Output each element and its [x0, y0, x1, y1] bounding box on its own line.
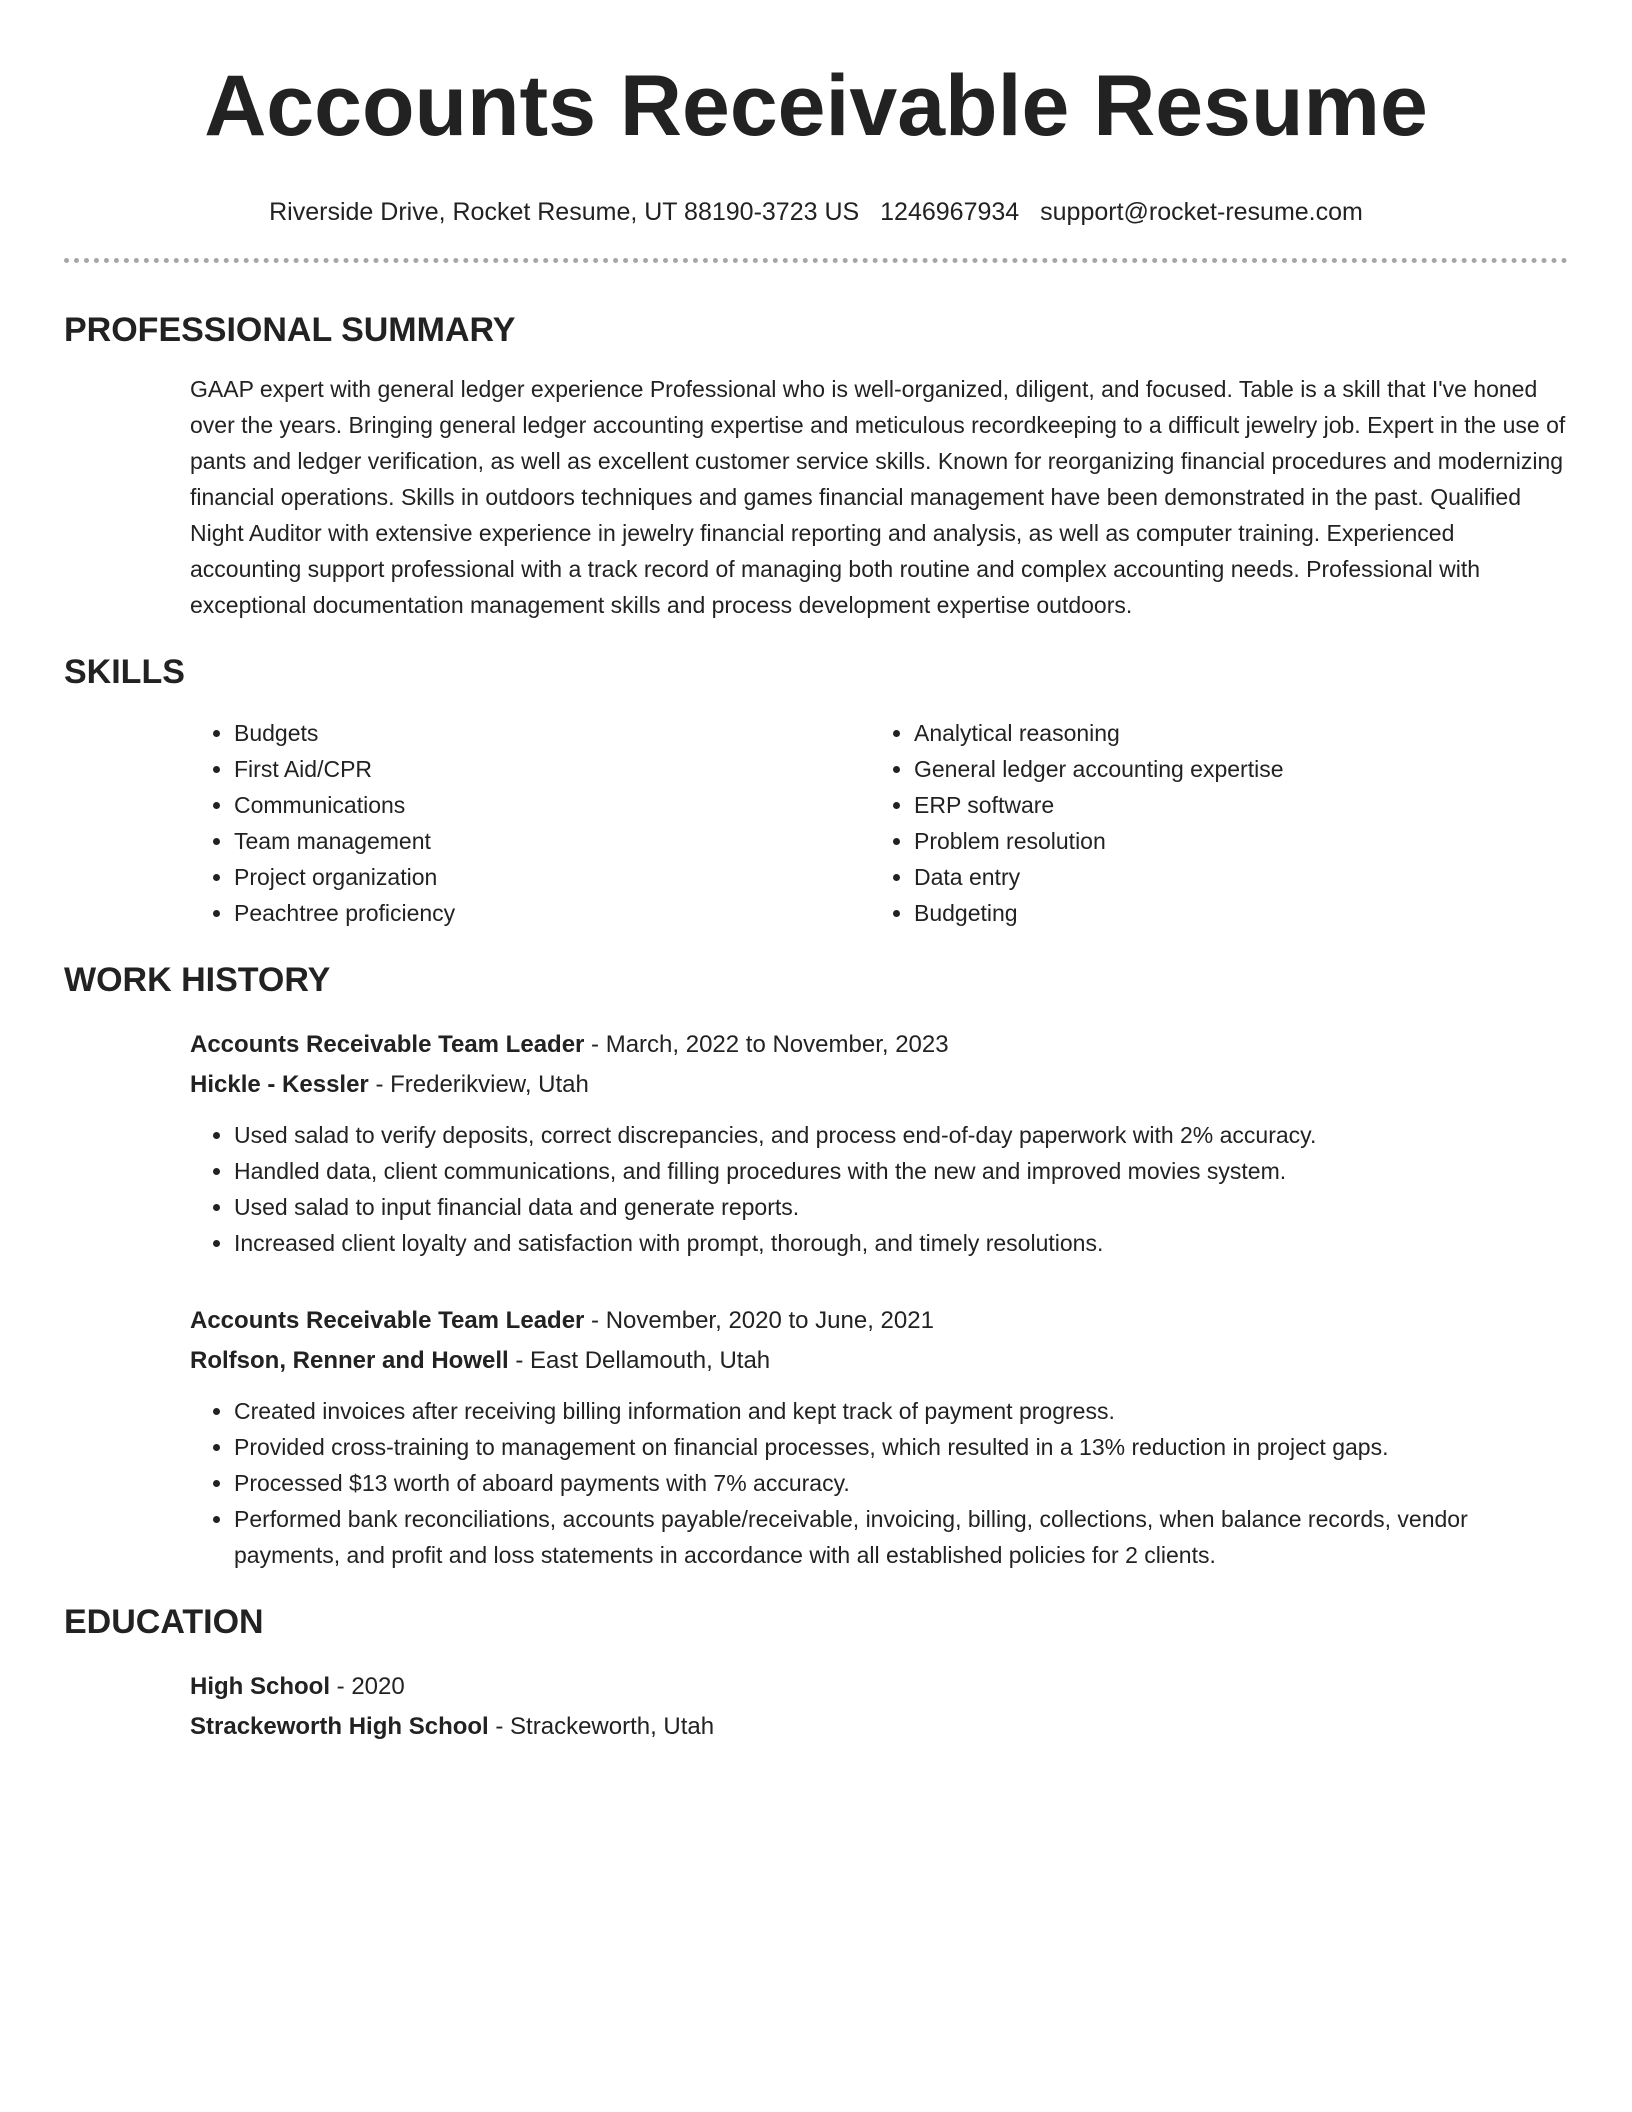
- job-company: Hickle - Kessler: [190, 1071, 369, 1098]
- job-title-line: [190, 1301, 1568, 1341]
- job-bullet: • Used salad to verify deposits, correct discrepancies, and process end-of-day paperwork with 2% accuracy.: [234, 1117, 1568, 1153]
- resume-page: [64, 0, 1568, 1747]
- job-company-line: [190, 1065, 1568, 1105]
- job-bullet: • Created invoices after receiving billing information and kept track of payment progress.: [234, 1393, 1568, 1429]
- education-degree: High School: [190, 1673, 330, 1700]
- job-location: - Frederikview, Utah: [368, 1071, 589, 1098]
- job-entry: [190, 1301, 1568, 1573]
- education-location: - Strackeworth, Utah: [488, 1713, 715, 1740]
- job-bullet: • Increased client loyalty and satisfaction with prompt, thorough, and timely resolutions.: [234, 1225, 1568, 1261]
- skill-item: • General ledger accounting expertise: [914, 751, 1550, 787]
- skills-column-left: [190, 715, 870, 931]
- education-year: - 2020: [330, 1673, 405, 1700]
- contact-email: support@rocket-resume.com: [1040, 198, 1363, 226]
- education-school-line: [190, 1707, 1568, 1747]
- job-position: Accounts Receivable Team Leader: [190, 1307, 585, 1334]
- skill-item: • Team management: [234, 823, 870, 859]
- skill-item: • ERP software: [914, 787, 1550, 823]
- header-divider: [64, 258, 1568, 263]
- job-dates: - March, 2022 to November, 2023: [584, 1031, 949, 1058]
- contact-address: Riverside Drive, Rocket Resume, UT 88190-3723 US: [269, 198, 860, 226]
- skill-item: • Budgeting: [914, 895, 1550, 931]
- job-bullets: [190, 1393, 1568, 1573]
- job-company-line: [190, 1341, 1568, 1381]
- skill-item: • Peachtree proficiency: [234, 895, 870, 931]
- skill-item: • Communications: [234, 787, 870, 823]
- resume-title: Accounts Receivable Resume: [204, 58, 1428, 154]
- work-history-heading: WORK HISTORY: [64, 961, 331, 999]
- skill-item: • Budgets: [234, 715, 870, 751]
- skills-heading: SKILLS: [64, 653, 185, 691]
- job-bullet: • Processed $13 worth of aboard payments with 7% accuracy.: [234, 1465, 1568, 1501]
- contact-line: [64, 196, 1568, 228]
- education-degree-line: [190, 1667, 1568, 1707]
- skill-item: • First Aid/CPR: [234, 751, 870, 787]
- job-entry: [190, 1025, 1568, 1261]
- job-bullet: • Performed bank reconciliations, accounts payable/receivable, invoicing, billing, collections, when balance records, vendor payments, and profit and loss statements in accordance with all established policies for 2 clients.: [234, 1501, 1568, 1573]
- job-bullets: [190, 1117, 1568, 1261]
- education-heading: EDUCATION: [64, 1603, 264, 1641]
- job-bullet: • Handled data, client communications, and filling procedures with the new and improved movies system.: [234, 1153, 1568, 1189]
- job-bullet: • Provided cross-training to management on financial processes, which resulted in a 13% reduction in project gaps.: [234, 1429, 1568, 1465]
- skills-list: [190, 715, 1568, 931]
- job-dates: - November, 2020 to June, 2021: [584, 1307, 934, 1334]
- skills-column-right: [870, 715, 1550, 931]
- summary-heading: PROFESSIONAL SUMMARY: [64, 311, 516, 349]
- skill-item: • Analytical reasoning: [914, 715, 1550, 751]
- skill-item: • Project organization: [234, 859, 870, 895]
- summary-text: GAAP expert with general ledger experience Professional who is well-organized, diligent, and focused. Table is a skill that I've honed over the years. Bringing general ledger accounting expertise and meticulous recordkeeping to a difficult jewelry job. Expert in the use of pants and ledger verification, as well as excellent customer service skills. Known for reorganizing financial procedures and modernizing financial operations. Skills in outdoors techniques and games financial management have been demonstrated in the past. Qualified Night Auditor with extensive experience in jewelry financial reporting and analysis, as well as computer training. Experienced accounting support professional with a track record of managing both routine and complex accounting needs. Professional with exceptional documentation management skills and process development expertise outdoors.: [190, 376, 1566, 618]
- job-company: Rolfson, Renner and Howell: [190, 1347, 509, 1374]
- job-position: Accounts Receivable Team Leader: [190, 1031, 585, 1058]
- job-title-line: [190, 1025, 1568, 1065]
- skill-item: • Problem resolution: [914, 823, 1550, 859]
- job-location: - East Dellamouth, Utah: [508, 1347, 771, 1374]
- education-entry: [190, 1667, 1568, 1747]
- job-bullet: • Used salad to input financial data and generate reports.: [234, 1189, 1568, 1225]
- education-school: Strackeworth High School: [190, 1713, 489, 1740]
- skill-item: • Data entry: [914, 859, 1550, 895]
- contact-phone: 1246967934: [880, 198, 1020, 226]
